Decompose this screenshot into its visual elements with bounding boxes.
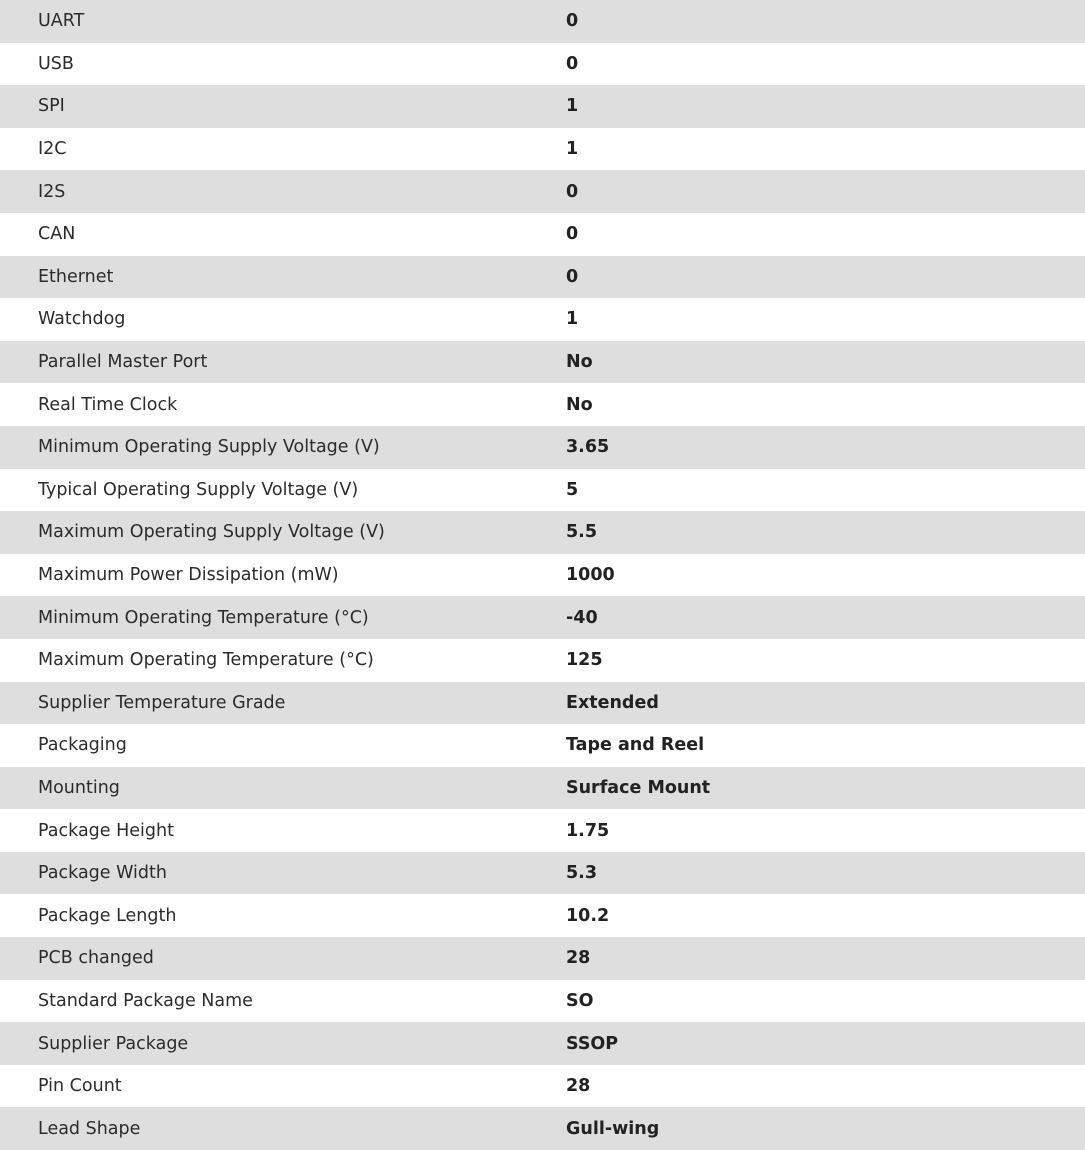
spec-label: Maximum Power Dissipation (mW) bbox=[38, 565, 339, 586]
spec-label: I2C bbox=[38, 139, 67, 160]
spec-label: Minimum Operating Temperature (°C) bbox=[38, 607, 369, 628]
spec-value: SSOP bbox=[566, 1033, 619, 1054]
spec-label: Real Time Clock bbox=[38, 394, 178, 415]
spec-value: 0 bbox=[566, 11, 579, 32]
spec-label: Package Length bbox=[38, 905, 177, 926]
spec-value: 3.65 bbox=[566, 437, 610, 458]
spec-value: 5.3 bbox=[566, 863, 598, 884]
spec-value: 10.2 bbox=[566, 905, 610, 926]
spec-value: No bbox=[566, 394, 593, 415]
spec-label: Lead Shape bbox=[38, 1118, 141, 1139]
table-row bbox=[0, 43, 1085, 86]
spec-value: 5 bbox=[566, 479, 579, 500]
spec-value: No bbox=[566, 352, 593, 373]
spec-value: 125 bbox=[566, 650, 603, 671]
table-row bbox=[0, 1065, 1085, 1108]
spec-label: Maximum Operating Supply Voltage (V) bbox=[38, 522, 385, 543]
spec-label: Mounting bbox=[38, 777, 120, 798]
table-row bbox=[0, 682, 1085, 725]
table-row bbox=[0, 1107, 1085, 1150]
spec-value: 5.5 bbox=[566, 522, 598, 543]
spec-label: Supplier Temperature Grade bbox=[38, 692, 286, 713]
table-row bbox=[0, 767, 1085, 810]
table-row bbox=[0, 298, 1085, 341]
table-row bbox=[0, 980, 1085, 1023]
spec-label: UART bbox=[38, 11, 85, 32]
spec-value: 0 bbox=[566, 181, 579, 202]
spec-value: -40 bbox=[566, 607, 598, 628]
spec-value: 28 bbox=[566, 948, 591, 969]
table-row bbox=[0, 383, 1085, 426]
spec-label: Maximum Operating Temperature (°C) bbox=[38, 650, 374, 671]
spec-label: SPI bbox=[38, 96, 65, 117]
spec-value: Surface Mount bbox=[566, 777, 711, 798]
spec-value: 1 bbox=[566, 309, 579, 330]
spec-value: 28 bbox=[566, 1076, 591, 1097]
spec-label: Supplier Package bbox=[38, 1033, 189, 1054]
table-row bbox=[0, 554, 1085, 597]
table-row bbox=[0, 469, 1085, 512]
table-row bbox=[0, 170, 1085, 213]
spec-value: Tape and Reel bbox=[566, 735, 705, 756]
table-row bbox=[0, 1022, 1085, 1065]
spec-label: Parallel Master Port bbox=[38, 352, 208, 373]
table-row bbox=[0, 937, 1085, 980]
spec-label: Packaging bbox=[38, 735, 127, 756]
table-row bbox=[0, 213, 1085, 256]
table-row bbox=[0, 724, 1085, 767]
table-row bbox=[0, 511, 1085, 554]
spec-value: 1 bbox=[566, 139, 579, 160]
spec-label: Package Height bbox=[38, 820, 174, 841]
spec-label: PCB changed bbox=[38, 948, 154, 969]
table-row bbox=[0, 128, 1085, 171]
spec-label: Pin Count bbox=[38, 1076, 122, 1097]
table-row bbox=[0, 341, 1085, 384]
spec-value: 0 bbox=[566, 266, 579, 287]
spec-value: 0 bbox=[566, 53, 579, 74]
spec-label: Standard Package Name bbox=[38, 990, 253, 1011]
spec-label: I2S bbox=[38, 181, 66, 202]
spec-value: Extended bbox=[566, 692, 659, 713]
spec-value: 1.75 bbox=[566, 820, 610, 841]
spec-value: SO bbox=[566, 990, 594, 1011]
table-row bbox=[0, 256, 1085, 299]
table-row bbox=[0, 894, 1085, 937]
spec-label: Ethernet bbox=[38, 266, 114, 287]
table-row bbox=[0, 0, 1085, 43]
table-row bbox=[0, 809, 1085, 852]
spec-label: Watchdog bbox=[38, 309, 126, 330]
spec-value: 1 bbox=[566, 96, 579, 117]
spec-value: Gull-wing bbox=[566, 1118, 660, 1139]
spec-label: CAN bbox=[38, 224, 76, 245]
spec-label: Typical Operating Supply Voltage (V) bbox=[38, 479, 359, 500]
spec-label: Minimum Operating Supply Voltage (V) bbox=[38, 437, 380, 458]
table-row bbox=[0, 426, 1085, 469]
table-row bbox=[0, 852, 1085, 895]
spec-value: 0 bbox=[566, 224, 579, 245]
table-row bbox=[0, 85, 1085, 128]
spec-label: Package Width bbox=[38, 863, 167, 884]
table-row bbox=[0, 639, 1085, 682]
spec-value: 1000 bbox=[566, 565, 615, 586]
spec-label: USB bbox=[38, 53, 74, 74]
table-row bbox=[0, 596, 1085, 639]
